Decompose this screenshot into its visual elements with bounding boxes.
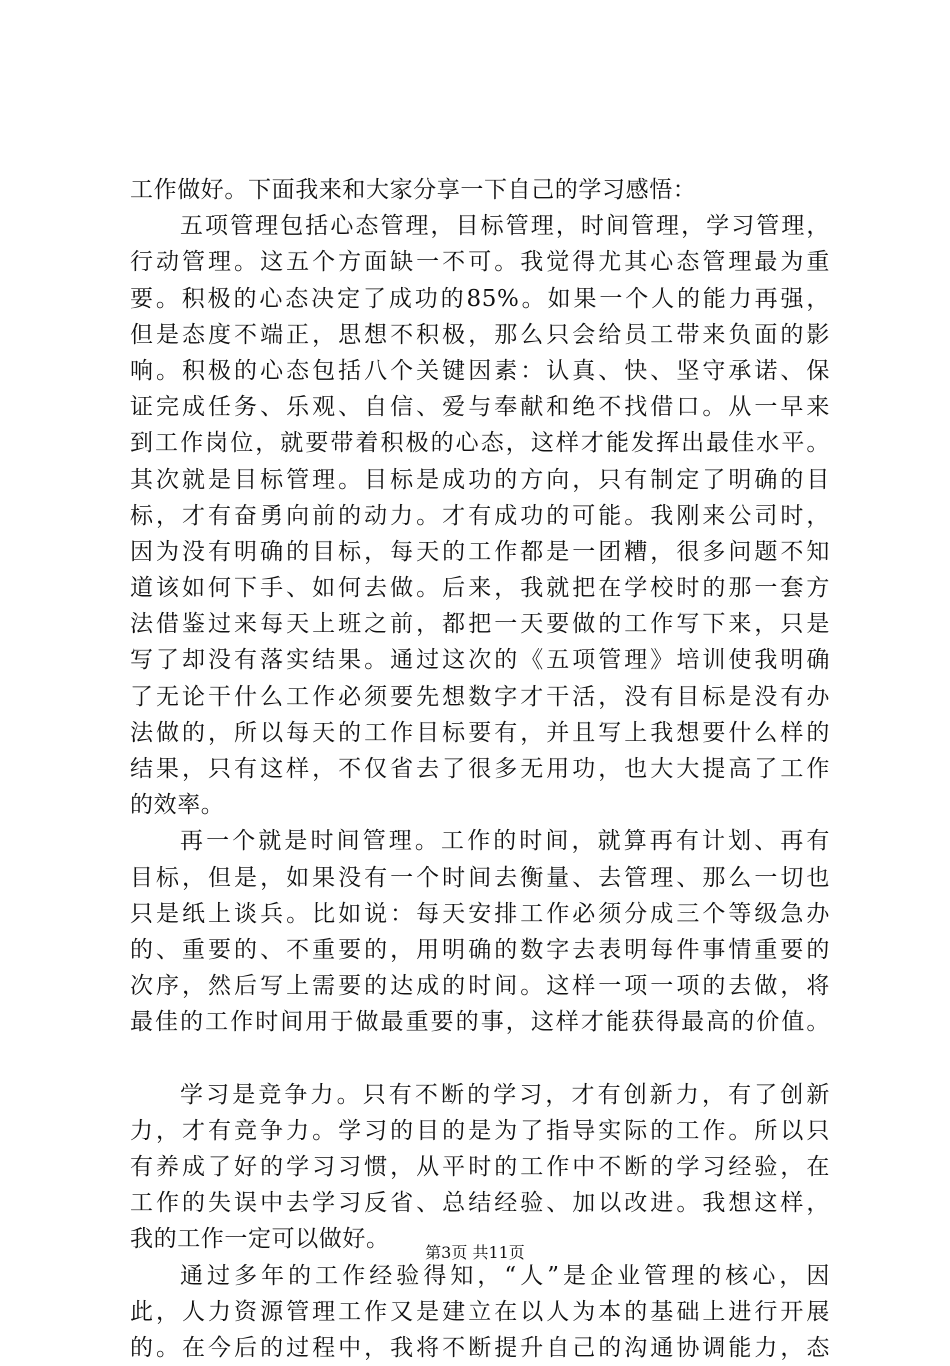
text-line: 五项管理包括心态管理，目标管理，时间管理，学习管理， bbox=[180, 213, 830, 240]
text-line: 要。积极的心态决定了成功的85%。如果一个人的能力再强， bbox=[130, 285, 830, 312]
text-line: 次序，然后写上需要的达成的时间。这样一项一项的去做，将 bbox=[130, 973, 830, 1000]
text-line: 了无论干什么工作必须要先想数字才干活，没有目标是没有办 bbox=[130, 683, 830, 710]
text-line: 学习是竞争力。只有不断的学习，才有创新力，有了创新 bbox=[180, 1081, 830, 1108]
text-line: 再一个就是时间管理。工作的时间，就算再有计划、再有 bbox=[180, 828, 830, 855]
text-line: 我的工作一定可以做好。 bbox=[130, 1226, 390, 1253]
text-line: 道该如何下手、如何去做。后来，我就把在学校时的那一套方 bbox=[130, 575, 830, 602]
text-line: 但是态度不端正，思想不积极，那么只会给员工带来负面的影 bbox=[130, 321, 830, 348]
text-line: 标，才有奋勇向前的动力。才有成功的可能。我刚来公司时， bbox=[130, 502, 830, 529]
text-line: 有养成了好的学习习惯，从平时的工作中不断的学习经验，在 bbox=[130, 1154, 830, 1181]
text-line: 因为没有明确的目标，每天的工作都是一团糟，很多问题不知 bbox=[130, 538, 830, 565]
text-line: 的、重要的、不重要的，用明确的数字去表明每件事情重要的 bbox=[130, 936, 830, 963]
page-footer: 第3页 共11页 bbox=[425, 1243, 525, 1262]
text-line: 目标，但是，如果没有一个时间去衡量、去管理、那么一切也 bbox=[130, 864, 830, 891]
text-line: 结果，只有这样，不仅省去了很多无用功，也大大提高了工作 bbox=[130, 756, 830, 782]
text-line: 到工作岗位，就要带着积极的心态，这样才能发挥出最佳水平。 bbox=[130, 430, 830, 457]
text-line: 证完成任务、乐观、自信、爱与奉献和绝不找借口。从一早来 bbox=[130, 394, 830, 421]
text-line: 的。在今后的过程中，我将不断提升自己的沟通协调能力，态 bbox=[130, 1335, 830, 1361]
text-line: 力，才有竞争力。学习的目的是为了指导实际的工作。所以只 bbox=[130, 1117, 830, 1144]
text-line: 工作做好。下面我来和大家分享一下自己的学习感悟： bbox=[130, 177, 697, 203]
text-line: 写了却没有落实结果。通过这次的《五项管理》培训使我明确 bbox=[130, 647, 830, 674]
text-line: 响。积极的心态包括八个关键因素：认真、快、坚守承诺、保 bbox=[130, 357, 830, 384]
text-line: 行动管理。这五个方面缺一不可。我觉得尤其心态管理最为重 bbox=[130, 249, 830, 276]
text-line: 只是纸上谈兵。比如说：每天安排工作必须分成三个等级急办 bbox=[130, 900, 830, 927]
text-line: 法借鉴过来每天上班之前，都把一天要做的工作写下来，只是 bbox=[130, 611, 830, 638]
document-body bbox=[130, 172, 830, 1366]
text-line: 通过多年的工作经验得知，“人”是企业管理的核心，因 bbox=[180, 1262, 830, 1289]
text-line: 最佳的工作时间用于做最重要的事，这样才能获得最高的价值。 bbox=[130, 1009, 830, 1036]
text-line: 的效率。 bbox=[130, 792, 225, 819]
text-line: 其次就是目标管理。目标是成功的方向，只有制定了明确的目 bbox=[130, 466, 830, 493]
text-line: 此，人力资源管理工作又是建立在以人为本的基础上进行开展 bbox=[130, 1298, 830, 1325]
text-line: 法做的，所以每天的工作目标要有，并且写上我想要什么样的 bbox=[130, 719, 830, 746]
text-line: 工作的失误中去学习反省、总结经验、加以改进。我想这样， bbox=[130, 1190, 830, 1217]
blank-line bbox=[130, 1041, 830, 1077]
